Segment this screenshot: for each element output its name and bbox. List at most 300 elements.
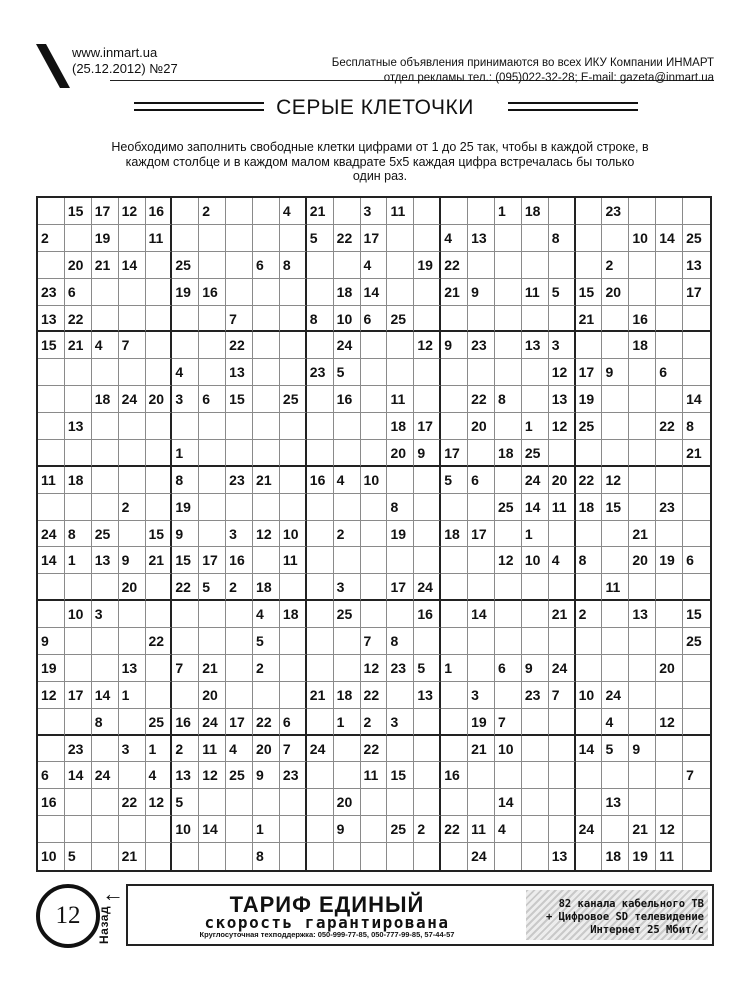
grid-cell[interactable]: 8 — [280, 252, 307, 279]
site-url[interactable]: www.inmart.ua — [72, 45, 158, 60]
grid-cell[interactable]: 16 — [38, 789, 65, 816]
grid-cell[interactable] — [65, 494, 92, 521]
grid-cell[interactable] — [441, 843, 468, 870]
grid-cell[interactable]: 25 — [334, 601, 361, 628]
grid-cell[interactable] — [199, 628, 226, 655]
grid-cell[interactable] — [119, 225, 146, 252]
grid-cell[interactable]: 10 — [38, 843, 65, 870]
grid-cell[interactable] — [307, 386, 334, 413]
grid-cell[interactable]: 23 — [226, 467, 253, 494]
grid-cell[interactable]: 1 — [172, 440, 199, 467]
grid-cell[interactable] — [468, 574, 495, 601]
grid-cell[interactable] — [387, 843, 414, 870]
grid-cell[interactable] — [576, 198, 603, 225]
grid-cell[interactable]: 8 — [495, 386, 522, 413]
grid-cell[interactable] — [468, 440, 495, 467]
grid-cell[interactable]: 22 — [226, 332, 253, 359]
grid-cell[interactable] — [253, 332, 280, 359]
grid-cell[interactable]: 2 — [253, 655, 280, 682]
grid-cell[interactable]: 13 — [549, 843, 576, 870]
grid-cell[interactable]: 4 — [549, 547, 576, 574]
grid-cell[interactable] — [441, 547, 468, 574]
grid-cell[interactable] — [226, 682, 253, 709]
grid-cell[interactable]: 18 — [280, 601, 307, 628]
grid-cell[interactable] — [549, 440, 576, 467]
grid-cell[interactable] — [629, 682, 656, 709]
grid-cell[interactable]: 13 — [683, 252, 710, 279]
grid-cell[interactable] — [307, 574, 334, 601]
grid-cell[interactable] — [38, 709, 65, 736]
grid-cell[interactable] — [92, 494, 119, 521]
grid-cell[interactable] — [92, 816, 119, 843]
grid-cell[interactable]: 14 — [495, 789, 522, 816]
grid-cell[interactable]: 20 — [549, 467, 576, 494]
grid-cell[interactable]: 22 — [441, 252, 468, 279]
grid-cell[interactable]: 1 — [146, 736, 173, 763]
grid-cell[interactable]: 24 — [307, 736, 334, 763]
grid-cell[interactable] — [387, 225, 414, 252]
grid-cell[interactable]: 4 — [361, 252, 388, 279]
grid-cell[interactable] — [549, 709, 576, 736]
grid-cell[interactable]: 4 — [226, 736, 253, 763]
ad-banner[interactable] — [126, 884, 714, 946]
grid-cell[interactable]: 16 — [307, 467, 334, 494]
grid-cell[interactable] — [146, 816, 173, 843]
grid-cell[interactable]: 11 — [549, 494, 576, 521]
grid-cell[interactable] — [226, 252, 253, 279]
grid-cell[interactable]: 23 — [65, 736, 92, 763]
grid-cell[interactable] — [65, 225, 92, 252]
grid-cell[interactable] — [172, 682, 199, 709]
grid-cell[interactable] — [280, 655, 307, 682]
grid-cell[interactable] — [629, 279, 656, 306]
grid-cell[interactable] — [280, 413, 307, 440]
grid-cell[interactable]: 23 — [602, 198, 629, 225]
grid-cell[interactable] — [387, 359, 414, 386]
grid-cell[interactable] — [683, 306, 710, 333]
grid-cell[interactable]: 2 — [361, 709, 388, 736]
grid-cell[interactable] — [280, 494, 307, 521]
grid-cell[interactable]: 22 — [361, 736, 388, 763]
grid-cell[interactable]: 1 — [441, 655, 468, 682]
grid-cell[interactable]: 14 — [468, 601, 495, 628]
grid-cell[interactable] — [199, 413, 226, 440]
grid-cell[interactable]: 9 — [38, 628, 65, 655]
grid-cell[interactable]: 24 — [468, 843, 495, 870]
grid-cell[interactable] — [414, 386, 441, 413]
grid-cell[interactable]: 25 — [387, 816, 414, 843]
grid-cell[interactable] — [656, 332, 683, 359]
grid-cell[interactable]: 17 — [414, 413, 441, 440]
grid-cell[interactable]: 6 — [468, 467, 495, 494]
grid-cell[interactable] — [92, 359, 119, 386]
grid-cell[interactable] — [119, 359, 146, 386]
grid-cell[interactable] — [495, 762, 522, 789]
grid-cell[interactable]: 8 — [92, 709, 119, 736]
grid-cell[interactable] — [119, 601, 146, 628]
grid-cell[interactable]: 10 — [280, 521, 307, 548]
grid-cell[interactable]: 17 — [199, 547, 226, 574]
grid-cell[interactable]: 22 — [253, 709, 280, 736]
grid-cell[interactable]: 17 — [65, 682, 92, 709]
grid-cell[interactable] — [602, 816, 629, 843]
grid-cell[interactable]: 2 — [576, 601, 603, 628]
grid-cell[interactable] — [65, 709, 92, 736]
grid-cell[interactable] — [683, 736, 710, 763]
grid-cell[interactable] — [549, 574, 576, 601]
grid-cell[interactable] — [146, 574, 173, 601]
grid-cell[interactable]: 13 — [119, 655, 146, 682]
grid-cell[interactable] — [280, 359, 307, 386]
grid-cell[interactable] — [119, 628, 146, 655]
grid-cell[interactable] — [602, 628, 629, 655]
grid-cell[interactable] — [656, 789, 683, 816]
grid-cell[interactable]: 11 — [146, 225, 173, 252]
grid-cell[interactable] — [549, 252, 576, 279]
grid-cell[interactable]: 11 — [38, 467, 65, 494]
grid-cell[interactable]: 8 — [172, 467, 199, 494]
grid-cell[interactable]: 1 — [65, 547, 92, 574]
grid-cell[interactable] — [172, 843, 199, 870]
grid-cell[interactable] — [146, 413, 173, 440]
grid-cell[interactable]: 13 — [414, 682, 441, 709]
grid-cell[interactable] — [226, 789, 253, 816]
grid-cell[interactable] — [119, 762, 146, 789]
grid-cell[interactable] — [307, 843, 334, 870]
grid-cell[interactable] — [361, 413, 388, 440]
grid-cell[interactable]: 15 — [172, 547, 199, 574]
grid-cell[interactable]: 5 — [253, 628, 280, 655]
grid-cell[interactable] — [253, 279, 280, 306]
grid-cell[interactable] — [280, 467, 307, 494]
grid-cell[interactable] — [629, 628, 656, 655]
grid-cell[interactable] — [361, 494, 388, 521]
grid-cell[interactable] — [146, 467, 173, 494]
grid-cell[interactable] — [495, 628, 522, 655]
grid-cell[interactable]: 15 — [387, 762, 414, 789]
grid-cell[interactable]: 21 — [307, 198, 334, 225]
grid-cell[interactable]: 12 — [656, 816, 683, 843]
grid-cell[interactable] — [226, 655, 253, 682]
grid-cell[interactable]: 10 — [522, 547, 549, 574]
grid-cell[interactable] — [119, 279, 146, 306]
grid-cell[interactable] — [334, 655, 361, 682]
grid-cell[interactable] — [495, 467, 522, 494]
grid-cell[interactable] — [414, 521, 441, 548]
grid-cell[interactable] — [495, 252, 522, 279]
grid-cell[interactable] — [38, 440, 65, 467]
grid-cell[interactable] — [549, 736, 576, 763]
grid-cell[interactable] — [656, 601, 683, 628]
grid-cell[interactable] — [629, 386, 656, 413]
grid-cell[interactable] — [146, 252, 173, 279]
grid-cell[interactable]: 10 — [65, 601, 92, 628]
grid-cell[interactable] — [253, 494, 280, 521]
grid-cell[interactable] — [522, 843, 549, 870]
grid-cell[interactable] — [576, 843, 603, 870]
grid-cell[interactable]: 2 — [199, 198, 226, 225]
grid-cell[interactable]: 12 — [549, 359, 576, 386]
grid-cell[interactable]: 3 — [119, 736, 146, 763]
grid-cell[interactable] — [361, 789, 388, 816]
grid-cell[interactable]: 8 — [387, 494, 414, 521]
grid-cell[interactable]: 25 — [683, 628, 710, 655]
grid-cell[interactable] — [468, 359, 495, 386]
grid-cell[interactable] — [307, 709, 334, 736]
grid-cell[interactable] — [387, 789, 414, 816]
grid-cell[interactable] — [253, 413, 280, 440]
grid-cell[interactable]: 12 — [253, 521, 280, 548]
grid-cell[interactable]: 14 — [576, 736, 603, 763]
grid-cell[interactable]: 4 — [172, 359, 199, 386]
grid-cell[interactable]: 23 — [280, 762, 307, 789]
grid-cell[interactable] — [172, 332, 199, 359]
grid-cell[interactable]: 24 — [92, 762, 119, 789]
grid-cell[interactable]: 24 — [119, 386, 146, 413]
grid-cell[interactable] — [307, 762, 334, 789]
grid-cell[interactable] — [441, 198, 468, 225]
grid-cell[interactable] — [253, 682, 280, 709]
grid-cell[interactable] — [414, 225, 441, 252]
grid-cell[interactable]: 10 — [495, 736, 522, 763]
grid-cell[interactable] — [334, 547, 361, 574]
grid-cell[interactable]: 17 — [576, 359, 603, 386]
grid-cell[interactable]: 2 — [172, 736, 199, 763]
grid-cell[interactable]: 11 — [387, 198, 414, 225]
grid-cell[interactable]: 24 — [414, 574, 441, 601]
grid-cell[interactable] — [361, 547, 388, 574]
grid-cell[interactable]: 4 — [334, 467, 361, 494]
grid-cell[interactable] — [495, 682, 522, 709]
grid-cell[interactable]: 20 — [468, 413, 495, 440]
grid-cell[interactable]: 14 — [522, 494, 549, 521]
grid-cell[interactable] — [549, 816, 576, 843]
grid-cell[interactable]: 19 — [387, 521, 414, 548]
grid-cell[interactable] — [307, 789, 334, 816]
grid-cell[interactable] — [683, 198, 710, 225]
grid-cell[interactable] — [576, 655, 603, 682]
grid-cell[interactable]: 25 — [495, 494, 522, 521]
grid-cell[interactable] — [253, 386, 280, 413]
grid-cell[interactable]: 6 — [280, 709, 307, 736]
grid-cell[interactable]: 24 — [199, 709, 226, 736]
grid-cell[interactable] — [683, 789, 710, 816]
grid-cell[interactable] — [38, 816, 65, 843]
grid-cell[interactable]: 13 — [602, 789, 629, 816]
grid-cell[interactable]: 24 — [576, 816, 603, 843]
grid-cell[interactable]: 4 — [92, 332, 119, 359]
grid-cell[interactable]: 11 — [361, 762, 388, 789]
grid-cell[interactable]: 25 — [522, 440, 549, 467]
grid-cell[interactable] — [361, 521, 388, 548]
grid-cell[interactable] — [280, 843, 307, 870]
grid-cell[interactable] — [495, 359, 522, 386]
grid-cell[interactable] — [92, 440, 119, 467]
grid-cell[interactable] — [468, 628, 495, 655]
grid-cell[interactable]: 21 — [549, 601, 576, 628]
grid-cell[interactable] — [683, 359, 710, 386]
grid-cell[interactable]: 17 — [92, 198, 119, 225]
grid-cell[interactable] — [253, 359, 280, 386]
grid-cell[interactable] — [199, 332, 226, 359]
grid-cell[interactable] — [172, 413, 199, 440]
grid-cell[interactable] — [280, 574, 307, 601]
grid-cell[interactable] — [92, 467, 119, 494]
grid-cell[interactable]: 20 — [119, 574, 146, 601]
grid-cell[interactable] — [683, 574, 710, 601]
grid-cell[interactable]: 3 — [468, 682, 495, 709]
grid-cell[interactable] — [92, 736, 119, 763]
grid-cell[interactable]: 5 — [549, 279, 576, 306]
grid-cell[interactable]: 12 — [146, 789, 173, 816]
grid-cell[interactable] — [629, 359, 656, 386]
grid-cell[interactable]: 7 — [361, 628, 388, 655]
grid-cell[interactable] — [226, 198, 253, 225]
grid-cell[interactable]: 22 — [172, 574, 199, 601]
grid-cell[interactable] — [280, 789, 307, 816]
grid-cell[interactable] — [199, 601, 226, 628]
grid-cell[interactable]: 9 — [334, 816, 361, 843]
grid-cell[interactable] — [441, 709, 468, 736]
grid-cell[interactable]: 9 — [602, 359, 629, 386]
grid-cell[interactable]: 19 — [629, 843, 656, 870]
grid-cell[interactable] — [253, 547, 280, 574]
grid-cell[interactable] — [656, 467, 683, 494]
grid-cell[interactable]: 15 — [602, 494, 629, 521]
grid-cell[interactable] — [119, 413, 146, 440]
grid-cell[interactable]: 2 — [334, 521, 361, 548]
grid-cell[interactable]: 7 — [172, 655, 199, 682]
grid-cell[interactable] — [495, 413, 522, 440]
grid-cell[interactable] — [172, 628, 199, 655]
grid-cell[interactable] — [522, 359, 549, 386]
grid-cell[interactable]: 24 — [602, 682, 629, 709]
grid-cell[interactable] — [414, 467, 441, 494]
grid-cell[interactable]: 20 — [334, 789, 361, 816]
grid-cell[interactable] — [602, 440, 629, 467]
grid-cell[interactable]: 5 — [602, 736, 629, 763]
grid-cell[interactable]: 21 — [307, 682, 334, 709]
grid-cell[interactable]: 18 — [495, 440, 522, 467]
grid-cell[interactable]: 12 — [549, 413, 576, 440]
grid-cell[interactable]: 9 — [172, 521, 199, 548]
grid-cell[interactable] — [361, 843, 388, 870]
grid-cell[interactable] — [387, 682, 414, 709]
grid-cell[interactable] — [602, 332, 629, 359]
back-link[interactable]: Назад — [97, 905, 111, 944]
grid-cell[interactable] — [146, 494, 173, 521]
grid-cell[interactable] — [549, 762, 576, 789]
grid-cell[interactable]: 12 — [602, 467, 629, 494]
grid-cell[interactable] — [92, 789, 119, 816]
grid-cell[interactable] — [522, 386, 549, 413]
grid-cell[interactable]: 19 — [172, 279, 199, 306]
grid-cell[interactable] — [522, 306, 549, 333]
grid-cell[interactable] — [522, 789, 549, 816]
grid-cell[interactable] — [522, 762, 549, 789]
grid-cell[interactable]: 16 — [629, 306, 656, 333]
grid-cell[interactable]: 16 — [146, 198, 173, 225]
grid-cell[interactable] — [468, 789, 495, 816]
grid-cell[interactable] — [602, 413, 629, 440]
grid-cell[interactable]: 21 — [629, 816, 656, 843]
grid-cell[interactable]: 4 — [253, 601, 280, 628]
grid-cell[interactable]: 4 — [602, 709, 629, 736]
grid-cell[interactable]: 19 — [38, 655, 65, 682]
grid-cell[interactable]: 11 — [387, 386, 414, 413]
grid-cell[interactable] — [414, 709, 441, 736]
grid-cell[interactable]: 19 — [172, 494, 199, 521]
grid-cell[interactable]: 6 — [253, 252, 280, 279]
grid-cell[interactable]: 3 — [92, 601, 119, 628]
grid-cell[interactable] — [683, 467, 710, 494]
grid-cell[interactable]: 22 — [576, 467, 603, 494]
grid-cell[interactable] — [441, 359, 468, 386]
grid-cell[interactable] — [468, 252, 495, 279]
grid-cell[interactable] — [307, 252, 334, 279]
grid-cell[interactable] — [199, 467, 226, 494]
grid-cell[interactable] — [629, 574, 656, 601]
grid-cell[interactable] — [549, 198, 576, 225]
grid-cell[interactable]: 5 — [441, 467, 468, 494]
grid-cell[interactable] — [495, 574, 522, 601]
grid-cell[interactable] — [334, 252, 361, 279]
grid-cell[interactable]: 10 — [334, 306, 361, 333]
grid-cell[interactable] — [522, 628, 549, 655]
grid-cell[interactable] — [280, 816, 307, 843]
grid-cell[interactable]: 23 — [468, 332, 495, 359]
grid-cell[interactable] — [387, 547, 414, 574]
grid-cell[interactable] — [280, 306, 307, 333]
grid-cell[interactable]: 16 — [334, 386, 361, 413]
grid-cell[interactable] — [280, 332, 307, 359]
grid-cell[interactable] — [387, 601, 414, 628]
grid-cell[interactable] — [414, 494, 441, 521]
grid-cell[interactable] — [334, 628, 361, 655]
grid-cell[interactable]: 14 — [683, 386, 710, 413]
grid-cell[interactable] — [307, 332, 334, 359]
grid-cell[interactable] — [119, 521, 146, 548]
grid-cell[interactable]: 8 — [549, 225, 576, 252]
grid-cell[interactable]: 9 — [414, 440, 441, 467]
grid-cell[interactable] — [65, 789, 92, 816]
grid-cell[interactable] — [65, 440, 92, 467]
grid-cell[interactable] — [307, 816, 334, 843]
grid-cell[interactable] — [92, 413, 119, 440]
grid-cell[interactable] — [414, 843, 441, 870]
grid-cell[interactable] — [468, 762, 495, 789]
grid-cell[interactable] — [629, 762, 656, 789]
grid-cell[interactable] — [683, 494, 710, 521]
grid-cell[interactable] — [414, 279, 441, 306]
grid-cell[interactable] — [602, 601, 629, 628]
grid-cell[interactable] — [307, 413, 334, 440]
grid-cell[interactable]: 6 — [361, 306, 388, 333]
grid-cell[interactable] — [656, 198, 683, 225]
grid-cell[interactable]: 9 — [441, 332, 468, 359]
grid-cell[interactable] — [495, 521, 522, 548]
grid-cell[interactable]: 17 — [226, 709, 253, 736]
grid-cell[interactable] — [226, 225, 253, 252]
grid-cell[interactable]: 7 — [495, 709, 522, 736]
grid-cell[interactable]: 6 — [683, 547, 710, 574]
grid-cell[interactable]: 22 — [65, 306, 92, 333]
grid-cell[interactable]: 21 — [253, 467, 280, 494]
grid-cell[interactable] — [307, 628, 334, 655]
grid-cell[interactable] — [683, 709, 710, 736]
grid-cell[interactable]: 7 — [226, 306, 253, 333]
grid-cell[interactable]: 14 — [361, 279, 388, 306]
